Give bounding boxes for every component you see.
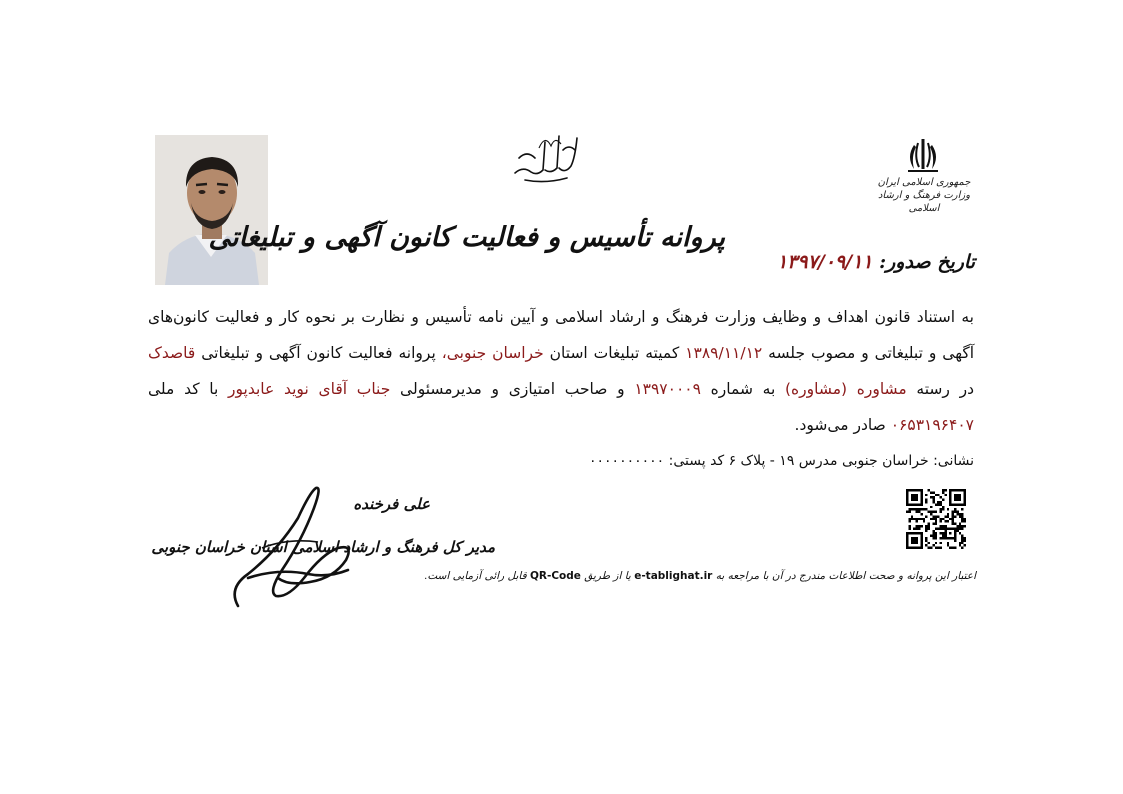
person-portrait-image — [155, 135, 268, 285]
license-holder: جناب آقای نوید عابدپور — [228, 380, 391, 398]
verify-text-post: قابل رائی آزمایی است. — [423, 570, 527, 582]
issue-date-value: ۱۳۹۷/۰۹/۱۱ — [776, 251, 873, 273]
applicant-photo — [155, 135, 268, 285]
ministry-caption — [868, 176, 980, 215]
province-name: خراسان جنوبی، — [441, 344, 544, 362]
verify-qr-label: QR-Code — [529, 570, 581, 582]
national-id: ۰۶۵۳۱۹۶۴۰۷ — [890, 416, 974, 434]
agency-name: قاصدک — [148, 344, 196, 362]
basmala-calligraphy — [505, 128, 585, 186]
license-category: مشاوره (مشاوره) — [785, 380, 907, 398]
iran-emblem-icon — [902, 135, 944, 175]
body-segment: در رسته — [916, 380, 974, 398]
body-segment: به استناد قانون اهداف و وظایف وزارت فرهنگ و ارشاد اسلامی و آیین نامه تأسیس و نظارت بر نحوه کار و فعالیت کانون‌های آگهی و تبلیغاتی و مصوب جلسه — [148, 308, 975, 362]
document-title: پروانه تأسیس و فعالیت کانون آگهی و تبلیغاتی — [208, 222, 725, 253]
verify-text-pre: اعتبار این پروانه و صحت اطلاعات مندرج در آن با مراجعه به — [715, 570, 976, 582]
body-segment: و صاحب امتیازی و مدیرمسئولی — [400, 380, 625, 398]
ministry-line-1: جمهوری اسلامی ایران — [877, 177, 971, 188]
verification-note — [423, 570, 976, 582]
issue-date — [776, 251, 975, 273]
signer-name: علی فرخنده — [353, 495, 430, 513]
signer-title: مدیر کل فرهنگ و ارشاد اسلامی استان خراسان جنوبی — [151, 538, 495, 556]
license-body-text — [148, 299, 974, 443]
body-segment: پروانه فعالیت کانون آگهی و تبلیغاتی — [201, 344, 436, 362]
body-segment: کمیته تبلیغات استان — [549, 344, 680, 362]
ministry-line-2: وزارت فرهنگ و ارشاد اسلامی — [877, 190, 971, 214]
verify-site-link[interactable]: e-tablighat.ir — [634, 570, 713, 582]
verify-text-mid: یا از طریق — [584, 570, 631, 582]
address-line: نشانی: خراسان جنوبی مدرس ۱۹ - پلاک ۶ کد پستی: ۰۰۰۰۰۰۰۰۰۰ — [589, 453, 974, 469]
body-segment: با کد ملی — [148, 380, 219, 398]
body-segment: صادر می‌شود. — [794, 416, 886, 434]
body-segment: به شماره — [710, 380, 776, 398]
session-date: ۱۳۸۹/۱۱/۱۲ — [685, 344, 763, 362]
qr-code-image[interactable] — [906, 489, 966, 549]
license-number: ۱۳۹۷۰۰۰۹ — [634, 380, 701, 398]
issue-date-label: تاریخ صدور: — [879, 251, 975, 273]
